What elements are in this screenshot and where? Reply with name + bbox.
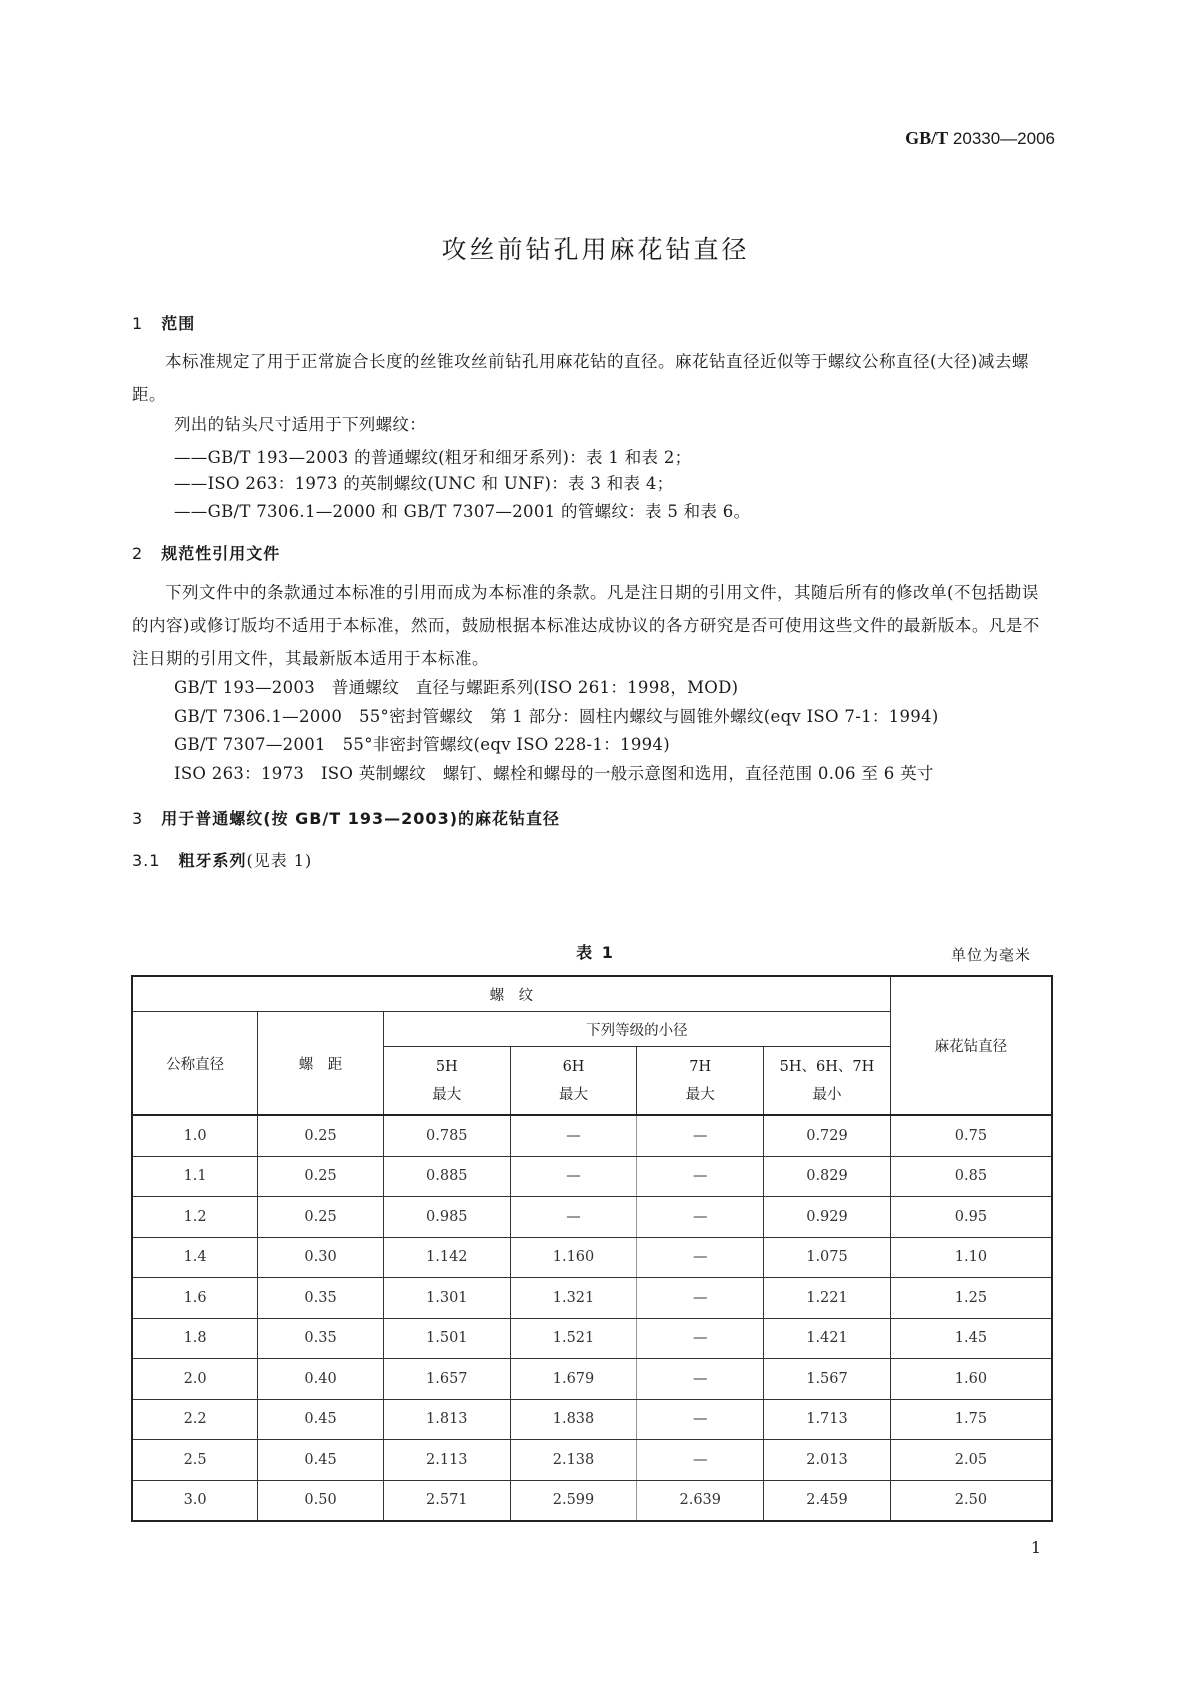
table-cell: 1.679	[510, 1359, 637, 1400]
section-2-paragraph: 下列文件中的条款通过本标准的引用而成为本标准的条款。凡是注日期的引用文件，其随后所有的修改单(不包括勘误的内容)或修订版均不适用于本标准，然而，鼓励根据本标准达成协议的各方研究是否可使用这些文件的最新版本。凡是不注日期的引用文件，其最新版本适用于本标准。	[132, 583, 1040, 668]
section-title: 粗牙系列	[178, 851, 247, 870]
table-cell: 2.0	[132, 1359, 258, 1400]
table-cell: 0.729	[764, 1115, 891, 1156]
table-row	[132, 1399, 1052, 1440]
section-number: 3	[132, 809, 144, 828]
section-3-heading	[132, 806, 560, 829]
section-1-paragraph: 本标准规定了用于正常旋合长度的丝锥攻丝前钻孔用麻花钻的直径。麻花钻直径近似等于螺纹公称直径(大径)减去螺距。	[132, 352, 1029, 404]
table-cell: —	[637, 1359, 764, 1400]
table-row	[132, 1115, 1052, 1156]
grade-label: 5H、6H、7H	[779, 1058, 875, 1075]
page-number: 1	[1030, 1538, 1041, 1557]
table-cell: 0.35	[258, 1278, 384, 1319]
table-cell: 1.10	[890, 1237, 1052, 1278]
limit-label: 最大	[559, 1086, 588, 1103]
section-number: 2	[132, 544, 144, 563]
table-cell: 1.1	[132, 1156, 258, 1197]
limit-label: 最大	[432, 1086, 462, 1103]
table-cell: —	[637, 1156, 764, 1197]
table-cell: 0.45	[258, 1399, 384, 1440]
section-title: 范围	[161, 314, 196, 333]
unit-note: 单位为毫米	[950, 946, 1031, 964]
section-number: 3.1	[132, 851, 161, 870]
header-6h-max	[510, 1047, 637, 1116]
table-cell: 2.2	[132, 1399, 258, 1440]
table-body	[132, 1115, 1052, 1521]
table-cell: —	[637, 1197, 764, 1238]
table-cell: 0.885	[383, 1156, 510, 1197]
section-title-note: (见表 1)	[246, 851, 313, 870]
table-cell: 0.45	[258, 1440, 384, 1481]
table-cell: 1.838	[510, 1399, 637, 1440]
table-cell: 0.25	[258, 1197, 384, 1238]
table-cell: 1.25	[890, 1278, 1052, 1319]
table-cell: —	[637, 1237, 764, 1278]
standard-code	[905, 128, 1055, 149]
table-cell: 0.40	[258, 1359, 384, 1400]
table-cell: 1.657	[383, 1359, 510, 1400]
table-cell: 2.113	[383, 1440, 510, 1481]
table-row	[132, 1237, 1052, 1278]
table-cell: 2.013	[764, 1440, 891, 1481]
table-row	[132, 1318, 1052, 1359]
limit-label: 最大	[685, 1086, 715, 1103]
table-cell: 1.321	[510, 1278, 637, 1319]
limit-label: 最小	[812, 1086, 842, 1103]
standard-number: 20330—2006	[952, 129, 1055, 148]
table-cell: 1.501	[383, 1318, 510, 1359]
drill-diameter-table	[131, 975, 1053, 1522]
table-cell: —	[510, 1156, 637, 1197]
table-row	[132, 1156, 1052, 1197]
table-cell: 1.75	[890, 1399, 1052, 1440]
header-thread: 螺 纹	[132, 976, 890, 1012]
table-row	[132, 1359, 1052, 1400]
section-1-heading	[132, 311, 195, 334]
table-cell: 2.459	[764, 1480, 891, 1521]
table-cell: 1.813	[383, 1399, 510, 1440]
table-cell: —	[510, 1115, 637, 1156]
table-cell: 3.0	[132, 1480, 258, 1521]
table-cell: 0.85	[890, 1156, 1052, 1197]
table-row	[132, 1278, 1052, 1319]
header-pitch: 螺 距	[258, 1012, 384, 1116]
grade-label: 6H	[562, 1058, 585, 1075]
table-cell: 0.95	[890, 1197, 1052, 1238]
section-1-list-intro: 列出的钻头尺寸适用于下列螺纹：	[174, 415, 426, 434]
table-cell: 1.6	[132, 1278, 258, 1319]
table-row	[132, 1480, 1052, 1521]
table-cell: 1.713	[764, 1399, 891, 1440]
table-cell: 1.301	[383, 1278, 510, 1319]
reference-item: GB/T 7306.1—2000 55°密封管螺纹 第 1 部分：圆柱内螺纹与圆锥外螺纹(eqv ISO 7-1：1994)	[174, 707, 939, 726]
section-3-1-heading	[132, 848, 312, 871]
section-1-list-item: ——GB/T 7306.1—2000 和 GB/T 7307—2001 的管螺纹：表 5 和表 6。	[174, 502, 751, 521]
reference-item: GB/T 193—2003 普通螺纹 直径与螺距系列(ISO 261：1998，MOD)	[174, 678, 739, 697]
table-cell: 1.4	[132, 1237, 258, 1278]
header-5h-max	[383, 1047, 510, 1116]
table-cell: 1.8	[132, 1318, 258, 1359]
table-cell: 1.2	[132, 1197, 258, 1238]
table-cell: 1.075	[764, 1237, 891, 1278]
table-cell: —	[637, 1318, 764, 1359]
section-title-part: 用于普通螺纹(按	[161, 809, 289, 828]
table-cell: —	[637, 1115, 764, 1156]
table-cell: 1.0	[132, 1115, 258, 1156]
table-cell: 1.521	[510, 1318, 637, 1359]
header-7h-max	[637, 1047, 764, 1116]
table-cell: 0.929	[764, 1197, 891, 1238]
header-nominal-diameter: 公称直径	[132, 1012, 258, 1116]
table-row	[132, 1197, 1052, 1238]
section-2-heading	[132, 541, 280, 564]
table-cell: 1.142	[383, 1237, 510, 1278]
table-cell: 2.571	[383, 1480, 510, 1521]
section-1-list-item: ——GB/T 193—2003 的普通螺纹(粗牙和细牙系列)：表 1 和表 2；	[174, 448, 692, 467]
table-caption: 表 1	[576, 943, 615, 962]
table-cell: 2.639	[637, 1480, 764, 1521]
table-cell: 0.25	[258, 1156, 384, 1197]
table-cell: 0.829	[764, 1156, 891, 1197]
reference-item: GB/T 7307—2001 55°非密封管螺纹(eqv ISO 228-1：1994)	[174, 735, 670, 754]
section-1-list-item: ——ISO 263：1973 的英制螺纹(UNC 和 UNF)：表 3 和表 4；	[174, 474, 674, 493]
grade-label: 7H	[689, 1058, 712, 1075]
table-cell: 2.50	[890, 1480, 1052, 1521]
table-cell: 0.30	[258, 1237, 384, 1278]
table-cell: 0.985	[383, 1197, 510, 1238]
table-cell: 1.221	[764, 1278, 891, 1319]
table-cell: —	[637, 1278, 764, 1319]
table-cell: 2.138	[510, 1440, 637, 1481]
section-title: 规范性引用文件	[161, 544, 281, 563]
table-cell: 1.45	[890, 1318, 1052, 1359]
table-cell: —	[637, 1399, 764, 1440]
header-min	[764, 1047, 891, 1116]
grade-label: 5H	[435, 1058, 458, 1075]
table-cell: —	[637, 1440, 764, 1481]
table-cell: 0.75	[890, 1115, 1052, 1156]
document-title: 攻丝前钻孔用麻花钻直径	[441, 235, 750, 264]
table-cell: 1.60	[890, 1359, 1052, 1400]
table-cell: 0.25	[258, 1115, 384, 1156]
table-cell: 0.50	[258, 1480, 384, 1521]
table-cell: 1.567	[764, 1359, 891, 1400]
table-cell: 2.05	[890, 1440, 1052, 1481]
header-drill-diameter: 麻花钻直径	[890, 976, 1052, 1115]
section-number: 1	[132, 314, 144, 333]
table-cell: 1.421	[764, 1318, 891, 1359]
table-cell: 2.599	[510, 1480, 637, 1521]
table-cell: —	[510, 1197, 637, 1238]
standard-prefix: GB/T	[905, 128, 949, 148]
section-title-part: GB/T	[295, 809, 342, 828]
table-cell: 0.785	[383, 1115, 510, 1156]
table-cell: 1.160	[510, 1237, 637, 1278]
table-row	[132, 1440, 1052, 1481]
reference-item: ISO 263：1973 ISO 英制螺纹 螺钉、螺栓和螺母的一般示意图和选用，直径范围 0.06 至 6 英寸	[174, 764, 934, 783]
table-cell: 2.5	[132, 1440, 258, 1481]
table-cell: 0.35	[258, 1318, 384, 1359]
section-title-part: 193—2003)的麻花钻直径	[347, 809, 561, 828]
header-minor-diameter-group: 下列等级的小径	[383, 1012, 890, 1047]
